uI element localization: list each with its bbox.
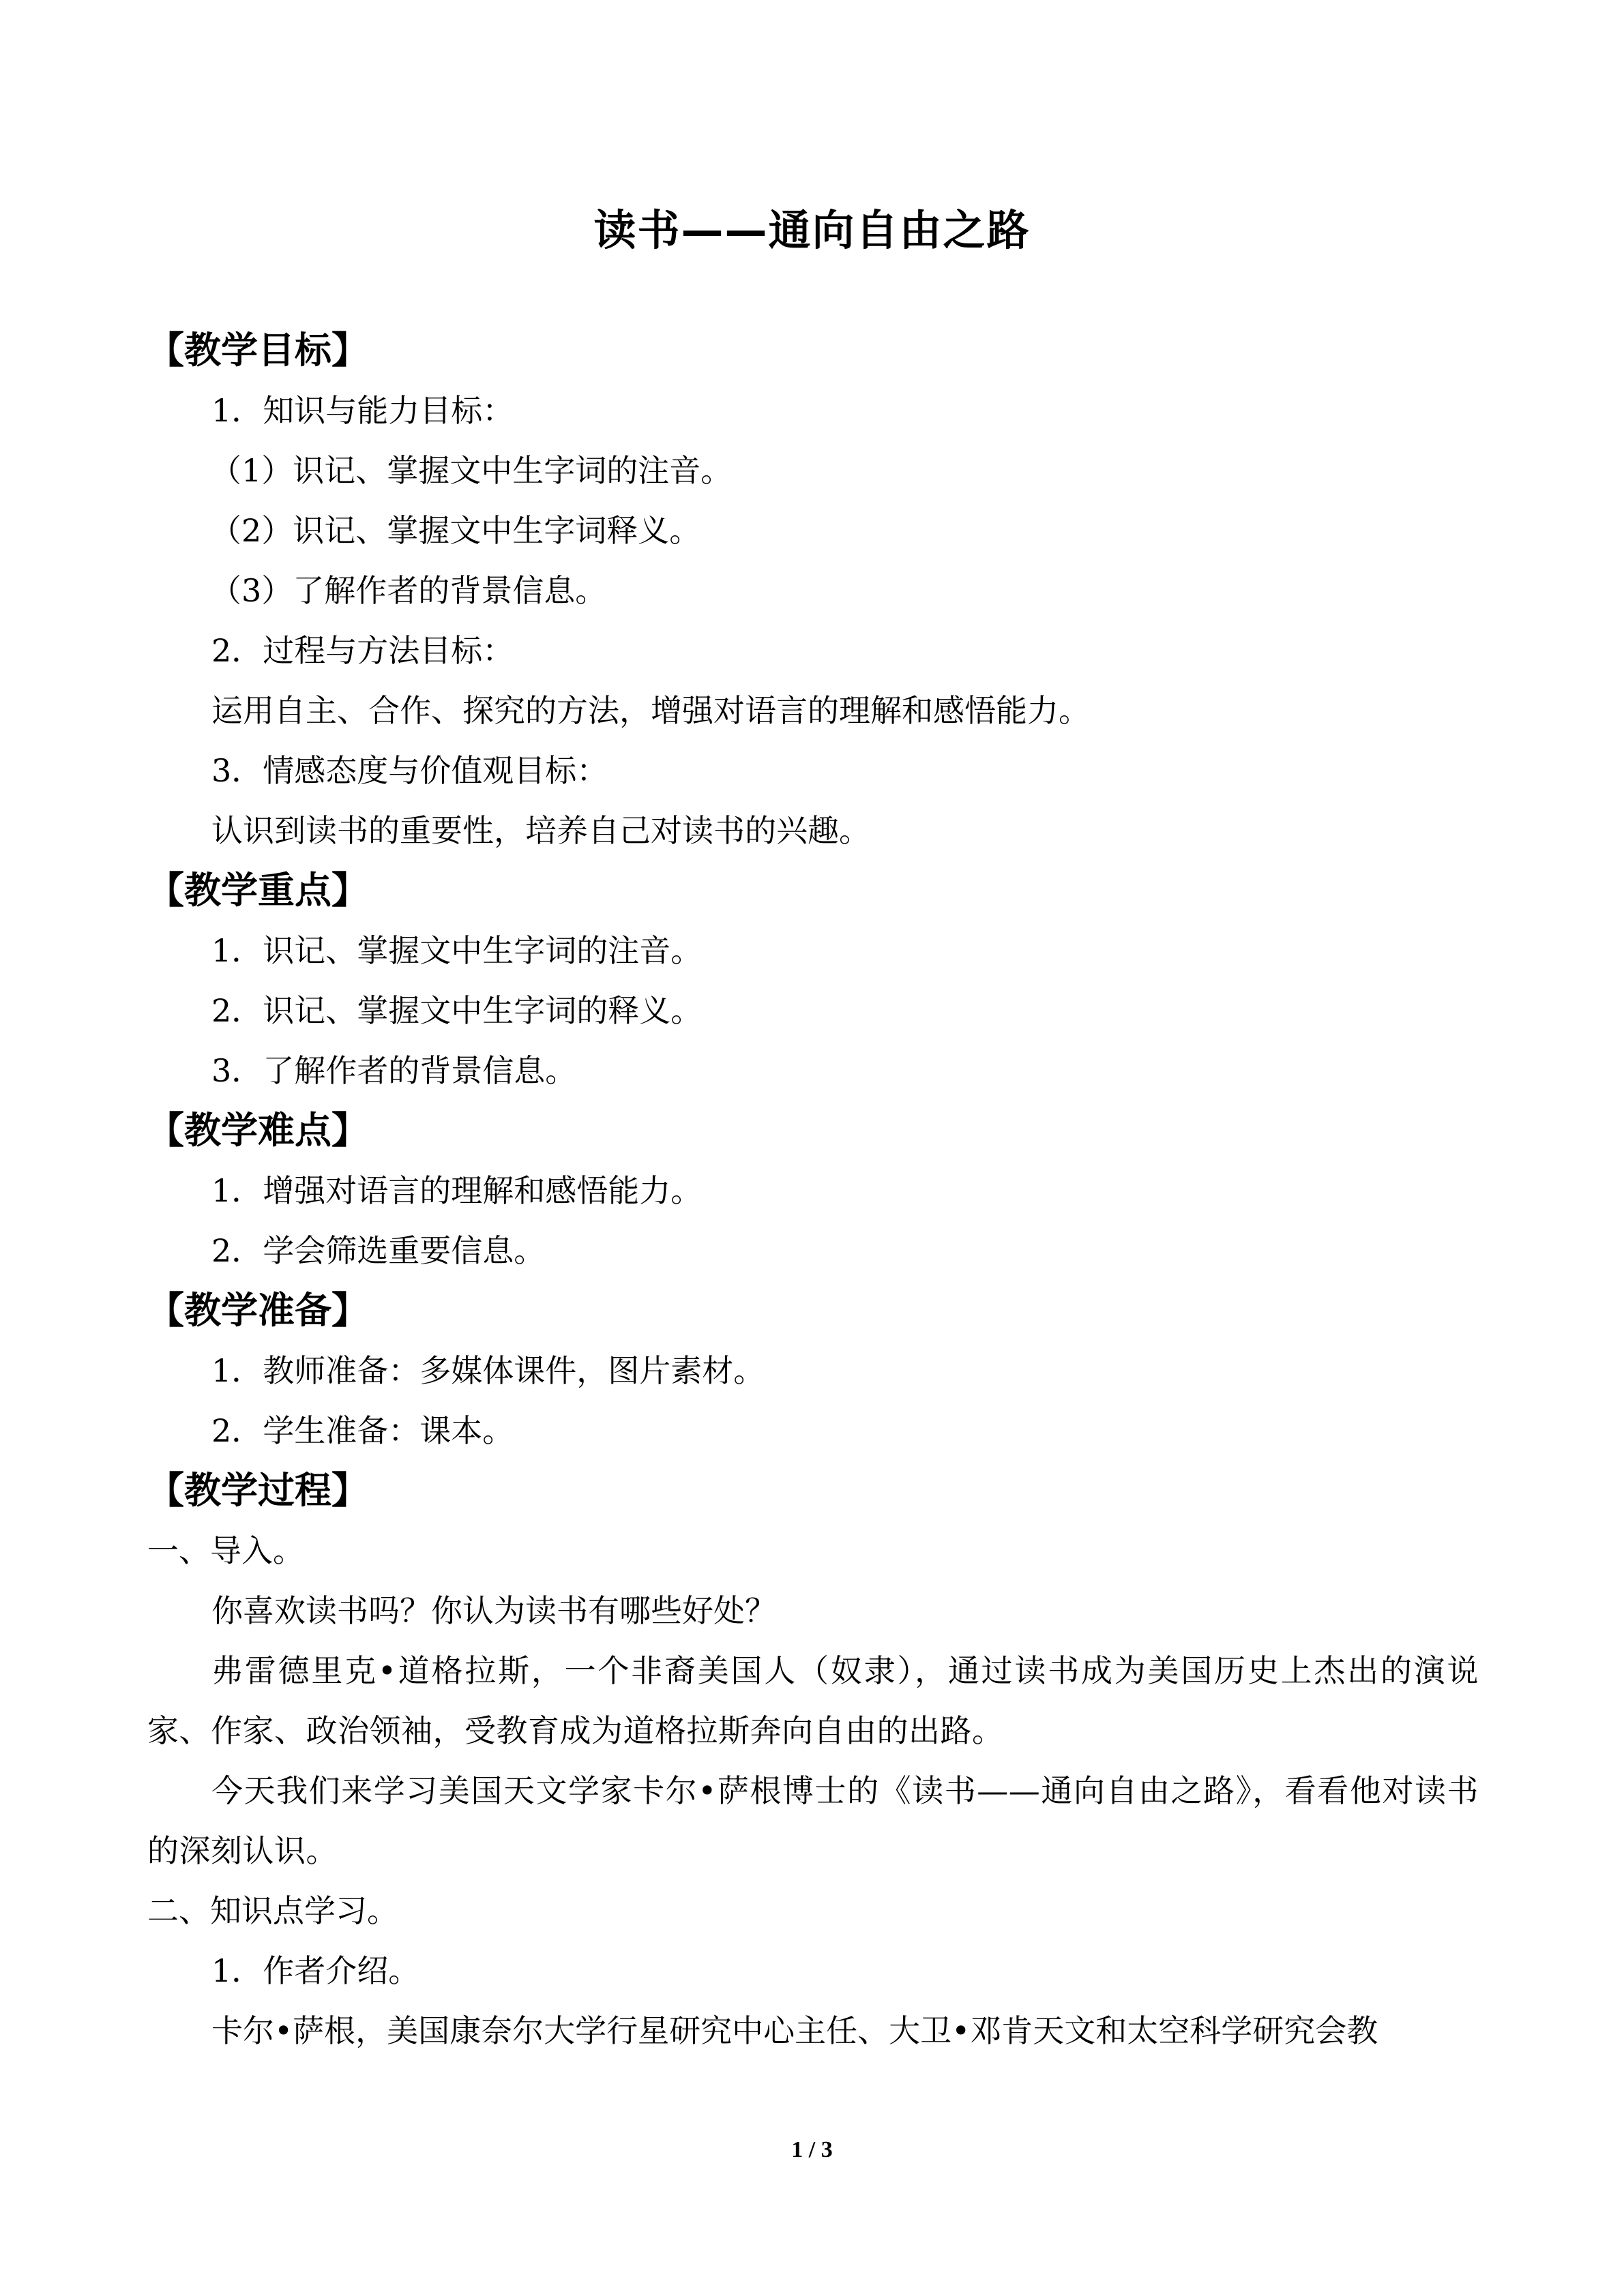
goals-line: 认识到读书的重要性，培养自己对读书的兴趣。 [211, 812, 870, 849]
process-subheading: 二、知识点学习。 [147, 1892, 398, 1929]
section-heading-difficulties: 【教学难点】 [147, 1109, 368, 1152]
difficulties-line: 2．学会筛选重要信息。 [211, 1232, 546, 1269]
section-heading-preparation: 【教学准备】 [147, 1289, 368, 1332]
goals-line: （3）了解作者的背景信息。 [210, 572, 607, 609]
difficulties-line: 1．增强对语言的理解和感悟能力。 [211, 1172, 703, 1209]
goals-line: 2．过程与方法目标： [211, 632, 514, 669]
key-points-line: 1．识记、掌握文中生字词的注音。 [211, 932, 703, 969]
goals-line: 运用自主、合作、探究的方法，增强对语言的理解和感悟能力。 [211, 692, 1090, 729]
section-heading-process: 【教学过程】 [147, 1469, 368, 1512]
key-points-line: 2．识记、掌握文中生字词的释义。 [211, 992, 703, 1029]
process-subheading: 一、导入。 [147, 1532, 304, 1569]
goals-line: 1．知识与能力目标： [211, 392, 514, 429]
section-heading-goals: 【教学目标】 [147, 329, 368, 372]
goals-line: （1）识记、掌握文中生字词的注音。 [210, 452, 733, 489]
goals-line: （2）识记、掌握文中生字词释义。 [210, 512, 701, 549]
goals-line: 3．情感态度与价值观目标： [211, 752, 608, 789]
section-heading-key-points: 【教学重点】 [147, 869, 368, 912]
preparation-line: 2．学生准备：课本。 [211, 1412, 514, 1449]
process-line: 1．作者介绍。 [211, 1952, 420, 1989]
key-points-line: 3．了解作者的背景信息。 [211, 1052, 577, 1089]
page-number: 1 / 3 [791, 2137, 833, 2162]
process-paragraph: 今天我们来学习美国天文学家卡尔•萨根博士的《读书——通向自由之路》，看看他对读书的深刻认识。 [147, 1772, 1479, 1869]
process-paragraph: 你喜欢读书吗？你认为读书有哪些好处？ [211, 1592, 776, 1629]
document-body [147, 320, 1479, 2061]
preparation-line: 1．教师准备：多媒体课件，图片素材。 [211, 1352, 765, 1389]
process-paragraph: 卡尔•萨根，美国康奈尔大学行星研究中心主任、大卫•邓肯天文和太空科学研究会教 [211, 2012, 1378, 2049]
process-paragraph: 弗雷德里克•道格拉斯，一个非裔美国人（奴隶），通过读书成为美国历史上杰出的演说家、作家、政治领袖，受教育成为道格拉斯奔向自由的出路。 [147, 1652, 1479, 1749]
document-title: 读书——通向自由之路 [593, 205, 1031, 255]
